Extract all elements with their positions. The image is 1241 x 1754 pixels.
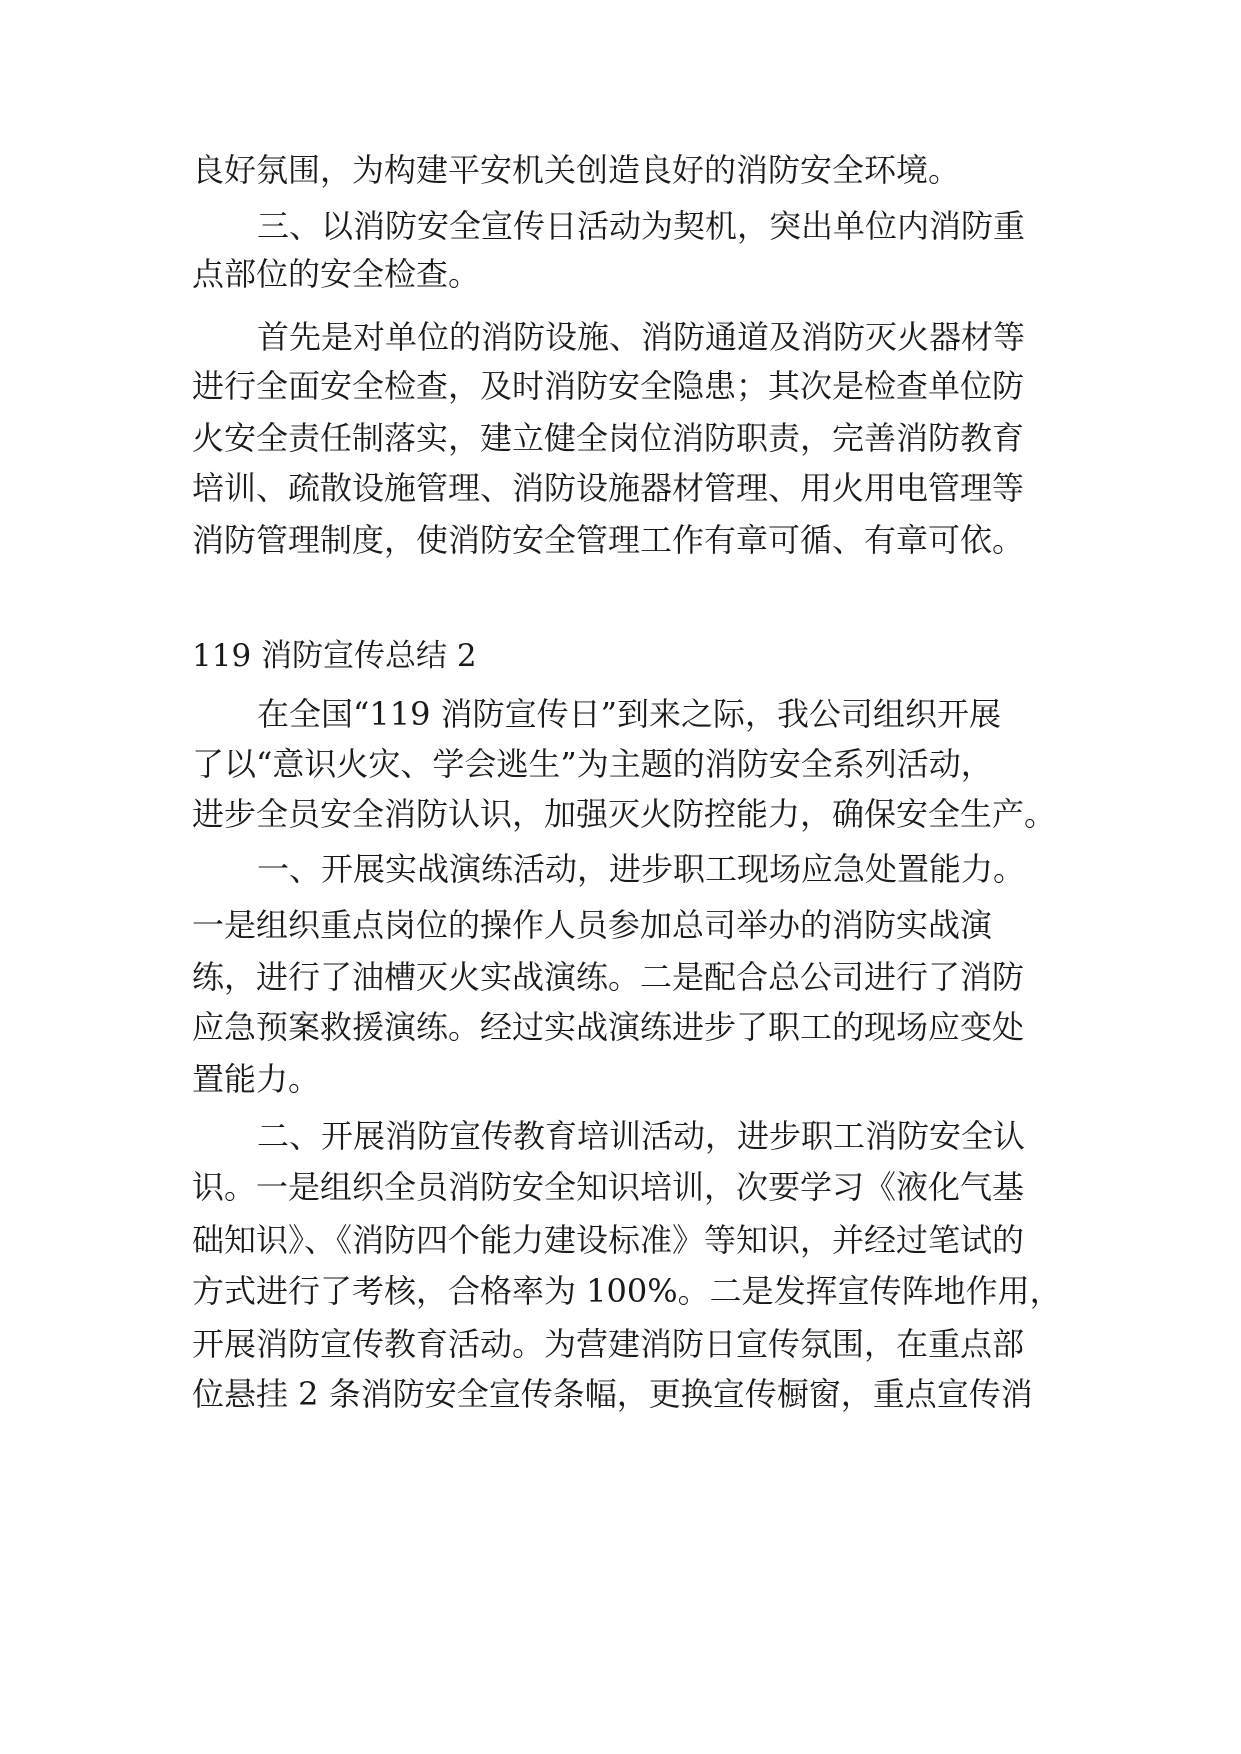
- paragraph-line: 进步全员安全消防认识，加强灭火防控能力，确保安全生产。: [192, 795, 1057, 833]
- paragraph-line: 础知识》、《消防四个能力建设标准》等知识，并经过笔试的: [192, 1221, 1025, 1259]
- paragraph-line: 三、以消防安全宣传日活动为契机，突出单位内消防重: [257, 207, 1026, 245]
- paragraph-line: 进行全面安全检查，及时消防安全隐患；其次是检查单位防: [192, 367, 1025, 405]
- paragraph-line: 点部位的安全检查。: [192, 255, 481, 293]
- paragraph-line: 培训、疏散设施管理、消防设施器材管理、用火用电管理等: [192, 469, 1025, 507]
- paragraph-line: 方式进行了考核，合格率为 100%。二是发挥宣传阵地作用，: [192, 1272, 1062, 1310]
- paragraph-line: 二、开展消防宣传教育培训活动，进步职工消防安全认: [257, 1117, 1026, 1155]
- paragraph-line: 开展消防宣传教育活动。为营建消防日宣传氛围，在重点部: [192, 1325, 1025, 1363]
- paragraph-line: 了以“意识火灾、学会逃生”为主题的消防安全系列活动，: [192, 745, 993, 783]
- paragraph-line: 一是组织重点岗位的操作人员参加总司举办的消防实战演: [192, 906, 993, 944]
- paragraph-line: 消防管理制度，使消防安全管理工作有章可循、有章可依。: [192, 521, 1025, 559]
- paragraph-line: 一、开展实战演练活动，进步职工现场应急处置能力。: [257, 850, 1026, 888]
- paragraph-line: 置能力。: [192, 1060, 321, 1098]
- paragraph-line: 应急预案救援演练。经过实战演练进步了职工的现场应变处: [192, 1008, 1025, 1046]
- paragraph-line: 练，进行了油槽灭火实战演练。二是配合总公司进行了消防: [192, 958, 1025, 996]
- paragraph-line: 首先是对单位的消防设施、消防通道及消防灭火器材等: [257, 318, 1026, 356]
- section-heading: 119 消防宣传总结 2: [192, 638, 477, 674]
- paragraph-line: 良好氛围，为构建平安机关创造良好的消防安全环境。: [192, 151, 961, 189]
- paragraph-line: 在全国“119 消防宣传日”到来之际，我公司组织开展: [257, 695, 1001, 733]
- paragraph-line: 火安全责任制落实，建立健全岗位消防职责，完善消防教育: [192, 419, 1025, 457]
- paragraph-line: 识。一是组织全员消防安全知识培训，次要学习《液化气基: [192, 1168, 1025, 1206]
- paragraph-line: 位悬挂 2 条消防安全宣传条幅，更换宣传橱窗，重点宣传消: [192, 1375, 1033, 1413]
